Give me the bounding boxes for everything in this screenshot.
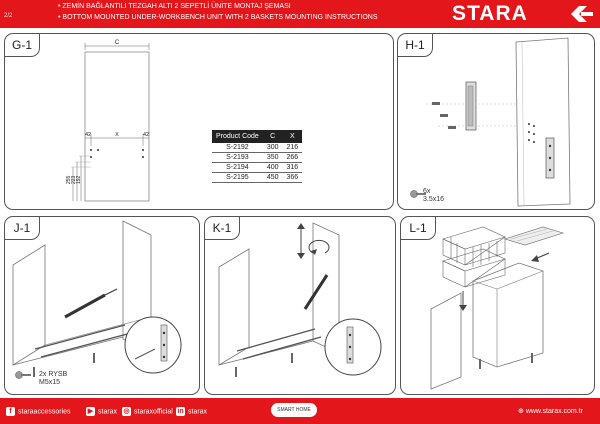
- linkedin-link[interactable]: [176, 407, 207, 416]
- screw-size: 3.5x16: [423, 196, 445, 203]
- footer-bar: [0, 398, 600, 424]
- c-value-cell: 350: [263, 153, 283, 163]
- cabinet-dimension-drawing: [5, 34, 393, 209]
- product-dimension-table: [212, 130, 302, 183]
- subtitle-turkish: • ZEMİN BAĞLANTILI TEZGAH ALTI 2 SEPETLİ ÜNİTE MONTAJ ŞEMASI: [58, 3, 291, 10]
- table-row: [212, 163, 302, 173]
- c-value-cell: 300: [263, 143, 283, 153]
- x-value-cell: 366: [283, 173, 303, 183]
- dimension-255: 255: [66, 175, 72, 184]
- dimension-42-right: 42: [142, 132, 150, 138]
- dimension-192: 192: [76, 175, 82, 184]
- step-label: L-1: [401, 217, 436, 240]
- facebook-link[interactable]: [6, 407, 71, 416]
- product-code-cell: S-2193: [212, 153, 263, 163]
- c-value-cell: 450: [263, 173, 283, 183]
- brand-logo: STARA: [452, 2, 528, 25]
- facebook-icon: f: [6, 407, 15, 416]
- screw-size: M5x15: [39, 379, 61, 386]
- product-code-cell: S-2192: [212, 143, 263, 153]
- c-value-cell: 400: [263, 163, 283, 173]
- youtube-link[interactable]: [86, 407, 117, 416]
- globe-icon: ⊕: [518, 408, 526, 415]
- smart-home-badge: SMART HOME: [271, 403, 317, 417]
- x-value-cell: 266: [283, 153, 303, 163]
- panel-h1: [397, 33, 595, 210]
- dimension-x: X: [115, 132, 119, 138]
- youtube-icon: ▶: [87, 408, 94, 415]
- table-header-x: X: [283, 130, 303, 143]
- table-row: [212, 173, 302, 183]
- instagram-link[interactable]: [122, 407, 173, 416]
- product-code-cell: S-2195: [212, 173, 263, 183]
- facebook-handle: staraaccessories: [18, 408, 71, 416]
- header-bar: [0, 0, 600, 28]
- table-row: [212, 153, 302, 163]
- dimension-c: C: [114, 40, 120, 46]
- page-number: 2/2: [4, 13, 13, 19]
- rail-installation-drawing: [5, 217, 199, 394]
- bracket-mounting-drawing: [398, 34, 594, 209]
- step-label: J-1: [5, 217, 40, 240]
- dimension-42-left: 42: [84, 132, 92, 138]
- table-header-product-code: Product Code: [212, 130, 263, 143]
- subtitle-english: • BOTTOM MOUNTED UNDER-WORKBENCH UNIT WITH 2 BASKETS MOUNTING INSTRUCTIONS: [58, 14, 378, 21]
- website-link[interactable]: [518, 407, 583, 415]
- website-url: www.starax.com.tr: [525, 408, 583, 415]
- rail-adjustment-drawing: [205, 217, 395, 394]
- product-code-cell: S-2194: [212, 163, 263, 173]
- panel-l1: [400, 216, 595, 395]
- step-label: K-1: [205, 217, 240, 240]
- screw-quantity: 2x RYSB: [39, 371, 68, 378]
- screw-note: [39, 371, 67, 387]
- youtube-handle: starax: [98, 408, 118, 416]
- panel-j1: [4, 216, 200, 395]
- table-row: [212, 143, 302, 153]
- panel-k1: [204, 216, 396, 395]
- instagram-handle: staraxofficial: [134, 408, 173, 416]
- table-header-c: C: [263, 130, 283, 143]
- screw-quantity: 6x: [423, 188, 431, 195]
- linkedin-icon: in: [177, 408, 184, 415]
- panel-g1: [4, 33, 394, 210]
- step-label: G-1: [5, 34, 40, 57]
- linkedin-handle: starax: [188, 408, 208, 416]
- dimension-223: 223: [71, 175, 77, 184]
- screw-note: [423, 188, 444, 204]
- step-label: H-1: [398, 34, 433, 57]
- instagram-icon: ◎: [123, 408, 130, 415]
- x-value-cell: 316: [283, 163, 303, 173]
- basket-installation-drawing: [401, 217, 594, 394]
- x-value-cell: 216: [283, 143, 303, 153]
- brand-arrow-icon: [567, 6, 593, 22]
